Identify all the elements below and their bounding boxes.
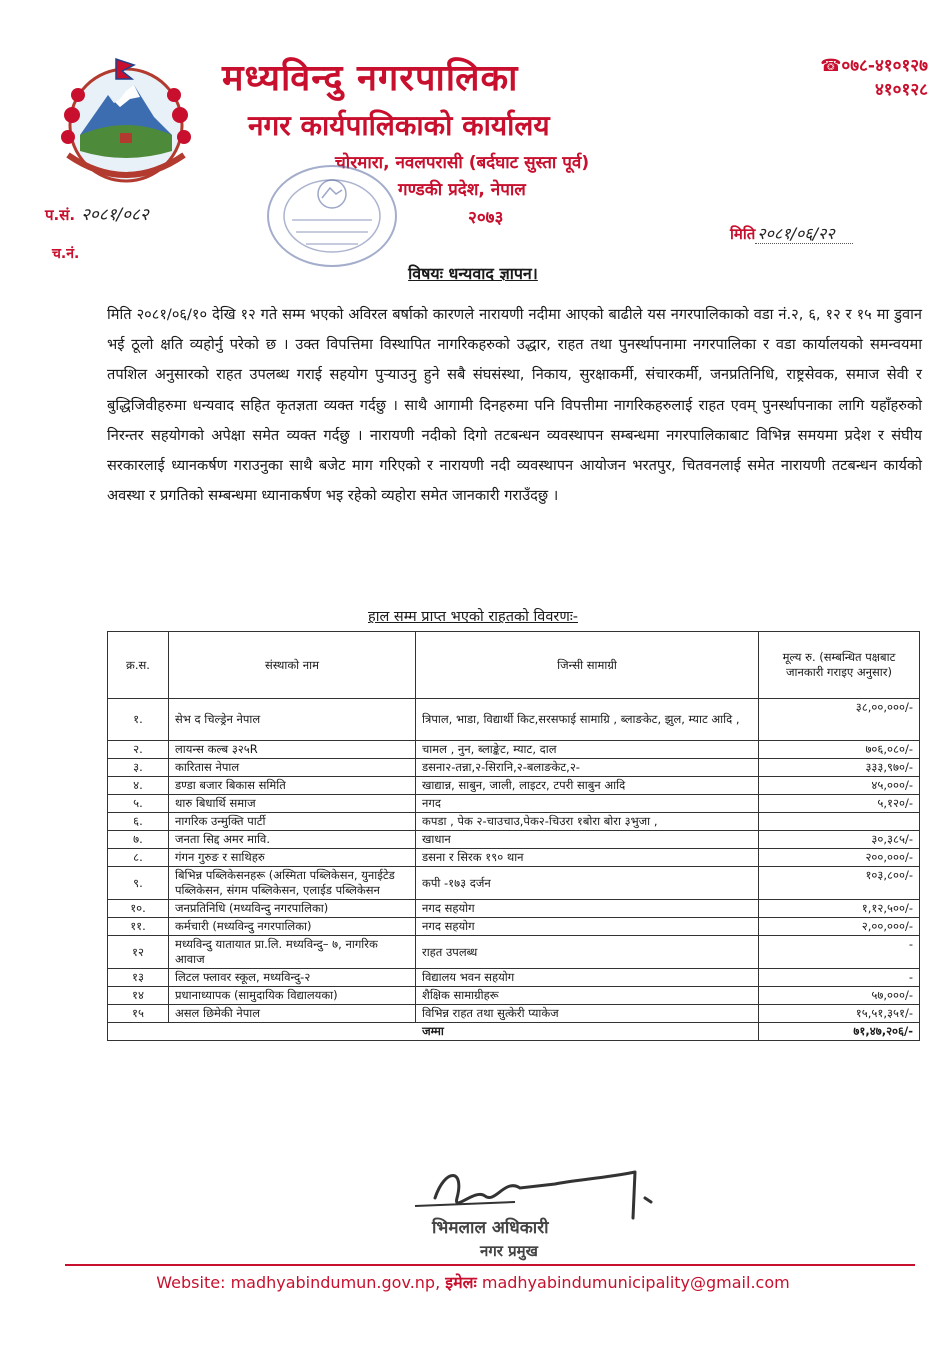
letter-body <box>107 300 922 511</box>
footer-divider <box>65 1264 915 1266</box>
relief-table <box>107 631 920 1041</box>
table-total-row <box>108 1023 920 1041</box>
phone-number-2: ४१०१२८ <box>874 80 928 100</box>
table-row: ६. नागरिक उन्मुक्ति पार्टी कपडा , पेक २-चाउचाउ,पेक२-चिउरा १बोरा बोरा ३भुजा , <box>108 813 920 831</box>
reference-label: प.सं. <box>45 206 76 224</box>
address-line-1: चोरमारा, नवलपरासी (बर्दघाट सुस्ता पूर्व) <box>335 153 590 173</box>
address-line-2: गण्डकी प्रदेश, नेपाल <box>398 180 526 200</box>
table-row: ५. थारु बिधार्थि समाज नगद ५,१२०/- <box>108 795 920 813</box>
table-row: १. सेभ द चिल्ड्रेन नेपाल त्रिपाल, भाडा, विद्यार्थी किट,सरसफाई सामाग्रि , ब्लाङकेट, झुल, म्याट आदि , ३८,००,०००/- <box>108 699 920 741</box>
col-organization: संस्थाको नाम <box>169 632 416 699</box>
website-label: Website: <box>156 1273 226 1292</box>
table-row: १०. जनप्रतिनिधि (मध्यविन्दु नगरपालिका) नगद सहयोग १,१२,५००/- <box>108 900 920 918</box>
phone-number-1: ०७८-४१०१२७ <box>841 56 928 76</box>
office-stamp-icon <box>262 160 400 272</box>
nepal-emblem-icon <box>50 55 202 185</box>
phone-icon: ☎ <box>820 56 842 76</box>
relief-table-heading: हाल सम्म प्राप्त भएको राहतको विवरणः- <box>368 609 578 625</box>
signatory-name: भिमलाल अधिकारी <box>432 1218 549 1238</box>
email-label: इमेलः <box>445 1273 477 1292</box>
table-row: १५ असल छिमेकी नेपाल विभिन्न राहत तथा सुत्केरी प्याकेज १५,५१,३५१/- <box>108 1005 920 1023</box>
reference-value: २०८१/०८२ <box>81 205 149 225</box>
email-link[interactable]: madhyabindumunicipality@gmail.com <box>481 1273 790 1292</box>
table-row: १३ लिटल फ्लावर स्कूल, मध्यविन्दु-२ विद्यालय भवन सहयोग - <box>108 969 920 987</box>
col-items: जिन्सी सामाग्री <box>416 632 759 699</box>
established-year: २०७३ <box>468 208 504 228</box>
table-row: ७. जनता सिद्द अमर मावि. खाधान ३०,३८५/- <box>108 831 920 849</box>
col-value: मूल्य रु. (सम्बन्धित पक्षबाट जानकारी गराइए अनुसार) <box>759 632 920 699</box>
table-row: १२ मध्यविन्दु यातायात प्रा.लि. मध्यविन्दु– ७, नागरिक आवाज राहत उपलब्ध - <box>108 936 920 969</box>
chalani-label: च.नं. <box>52 246 80 262</box>
date-label: मिति <box>730 225 756 243</box>
phone-block <box>788 54 928 102</box>
letter-date <box>730 222 853 244</box>
table-row: २. लायन्स कल्ब ३२५R चामल , नुन, ब्लाङ्केट, म्याट, दाल ७०६,०८०/- <box>108 741 920 759</box>
website-link[interactable]: madhyabindumun.gov.np, <box>230 1273 441 1292</box>
municipality-title: मध्यविन्दु नगरपालिका <box>222 58 519 99</box>
table-row: ८. गंगन गुरुङ र साथिहरु डसना र सिरक १९० थान २००,०००/- <box>108 849 920 867</box>
table-row: ३. कारितास नेपाल डसना२-तन्ना,२-सिरानि,२-बलाङकेट,२- ३३३,९७०/- <box>108 759 920 777</box>
office-title: नगर कार्यपालिकाको कार्यालय <box>248 109 550 142</box>
col-serial: क्र.स. <box>108 632 169 699</box>
total-value: ७१,४७,२०६/- <box>759 1023 920 1041</box>
footer-contact <box>0 1271 946 1293</box>
letter-subject: विषयः धन्यवाद ज्ञापन। <box>408 264 538 283</box>
table-header-row <box>108 632 920 699</box>
table-row: १४ प्रधानाध्यापक (सामुदायिक विद्यालयका) शैक्षिक सामाग्रीहरू ५७,०००/- <box>108 987 920 1005</box>
reference-number <box>45 202 149 225</box>
table-row: ९. बिभिन्न पब्लिकेसनहरू (अस्मिता पब्लिकेसन, युनाईटेड पब्लिकेसन, संगम पब्लिकेसन, एलाईड पब्लिकेसन कपी -१७३ दर्जन १०३,८००/- <box>108 867 920 900</box>
total-label: जम्मा <box>108 1023 759 1041</box>
table-row: ११. कर्मचारी (मध्यविन्दु नगरपालिका) नगद सहयोग २,००,०००/- <box>108 918 920 936</box>
table-row: ४. डण्डा बजार बिकास समिति खाद्यान्न, साबुन, जाली, लाइटर, टपरी साबुन आदि ४५,०००/- <box>108 777 920 795</box>
body-paragraph: मिति २०८१/०६/१० देखि १२ गते सम्म भएको अविरल बर्षाको कारणले नारायणी नदीमा आएको बाढीले यस नगरपालिकाको वडा नं.२, ६, १२ र १५ मा डुवान भई ठूलो क्षति व्यहोर्नु परेको छ । उक्त विपत्तिमा विस्थापित नागरिकहरुको उद्धार, राहत तथा पुनर्स्थापनामा नगरपालिका र वडा कार्यालयको समन्वयमा तपशिल अनुसारको राहत उपलब्ध गराई सहयोग पुर्‍याउनु हुने सबै संघसंस्था, निकाय, सुरक्षाकर्मी, संचारकर्मी, जनप्रतिनिधि, राष्ट्रसेवक, समाज सेवी र बुद्धिजिवीहरुमा धन्यवाद सहित कृतज्ञता व्यक्त गर्दछु । साथै आगामी दिनहरुमा पनि विपत्तीमा नागरिकहरुलाई राहत एवम् पुनर्स्थापनाका लागि यहाँहरुको निरन्तर सहयोगको अपेक्षा समेत व्यक्त गर्दछु । नारायणी नदीको दिगो तटबन्धन व्यवस्थापन सम्बन्धमा नगरपालिकाबाट विभिन्न समयमा प्रदेश र संघीय सरकारलाई ध्यानकर्षण गराउनुका साथै बजेट माग गरिएको र नारायणी नदी व्यवस्थापन आयोजन भरतपुर, चितवनलाई समेत नारायणी तटबन्धन कार्यको अवस्था र प्रगतिको सम्बन्धमा ध्यानाकर्षण भइ रहेको व्यहोरा समेत जानकारी गराउँदछु । <box>107 306 922 505</box>
date-value: २०८१/०६/२२ <box>755 224 852 244</box>
signatory-designation: नगर प्रमुख <box>480 1242 538 1260</box>
